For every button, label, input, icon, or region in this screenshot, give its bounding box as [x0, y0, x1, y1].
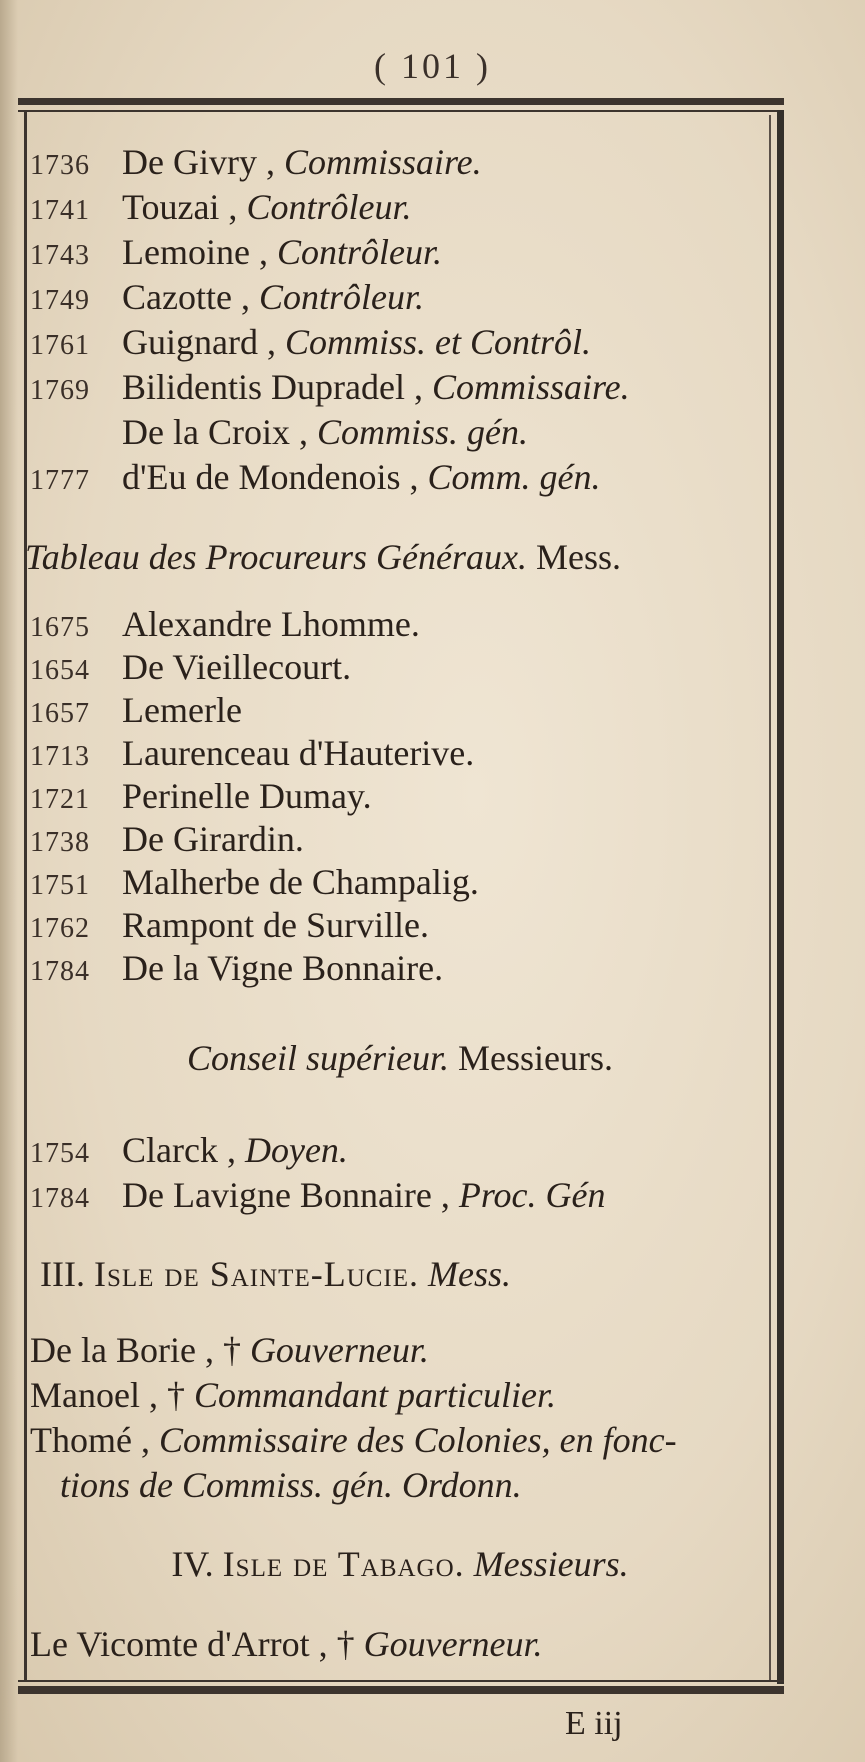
list-item: [30, 365, 630, 409]
entry-year: 1784: [30, 956, 90, 987]
entry-name: De Givry ,: [122, 142, 275, 182]
list-item: [30, 602, 420, 646]
list-item: [30, 860, 479, 904]
heading-numeral: III.: [40, 1254, 85, 1294]
entry-title: Gouverneur.: [249, 1330, 429, 1370]
entry-name: Touzai ,: [122, 187, 238, 227]
entry-year: 1754: [30, 1138, 90, 1169]
heading-italic: Conseil supérieur.: [186, 1038, 449, 1078]
entry-name: Perinelle Dumay.: [122, 776, 372, 816]
entry-title: Doyen.: [244, 1130, 348, 1170]
entry-name: Laurenceau d'Hauterive.: [122, 733, 475, 773]
entry-year: 1738: [30, 827, 90, 858]
signature-mark: E iij: [565, 1705, 623, 1742]
list-item: [30, 688, 242, 732]
list-item: [30, 1418, 677, 1462]
entry-title: Contrôleur.: [276, 232, 442, 272]
entry-year: 1736: [30, 150, 90, 181]
entry-name: De Girardin.: [122, 819, 304, 859]
bottom-rule-thick: [18, 1686, 784, 1694]
entry-name: Bilidentis Dupradel ,: [122, 367, 423, 407]
heading-italic: Tableau des Procureurs Généraux.: [25, 537, 527, 577]
heading-plain: Mess.: [535, 537, 621, 577]
heading-caps: Isle de Sainte-Lucie.: [93, 1254, 420, 1294]
entry-year: 1762: [30, 913, 90, 944]
frame-right-inner-border: [769, 115, 771, 1680]
entry-title: Commiss. et Contrôl.: [284, 322, 592, 362]
entry-name: Guignard ,: [122, 322, 276, 362]
heading-italic: Mess.: [428, 1254, 512, 1294]
entry-name: Clarck ,: [122, 1130, 236, 1170]
entry-title: Commiss. gén.: [316, 412, 528, 452]
entry-title: Contrôleur.: [258, 277, 424, 317]
bottom-rule-thin: [18, 1680, 784, 1682]
entry-title: Comm. gén.: [427, 457, 601, 497]
entry-name: De la Vigne Bonnaire.: [122, 948, 444, 988]
section-heading-conseil: [30, 1036, 770, 1080]
entry-title: Commissaire.: [283, 142, 482, 182]
top-rule-thin: [18, 110, 784, 112]
list-item: [30, 455, 600, 499]
entry-title: Commissaire.: [431, 367, 630, 407]
entry-title: Proc. Gén: [458, 1175, 606, 1215]
heading-numeral: IV.: [171, 1544, 214, 1584]
list-item: [30, 731, 474, 775]
entry-year: 1749: [30, 285, 90, 316]
entry-name: Alexandre Lhomme.: [122, 604, 420, 644]
entry-title: tions de Commiss. gén. Ordonn.: [60, 1465, 522, 1505]
entry-year: 1675: [30, 612, 90, 643]
list-item: [30, 230, 442, 274]
entry-name: Rampont de Surville.: [122, 905, 429, 945]
list-item: [30, 1373, 556, 1417]
list-item: [30, 645, 351, 689]
page-gutter-shadow: [0, 0, 18, 1762]
entry-year: 1721: [30, 784, 90, 815]
entry-name: Manoel , †: [30, 1375, 194, 1415]
list-item: [30, 774, 372, 818]
entry-title: Gouverneur.: [363, 1624, 543, 1664]
list-item: [30, 410, 528, 454]
entry-year: 1784: [30, 1183, 90, 1214]
list-item: [30, 140, 482, 184]
section-heading-procureurs: [25, 535, 765, 579]
entry-year: 1713: [30, 741, 90, 772]
list-item: [30, 1328, 429, 1372]
entry-name: Le Vicomte d'Arrot , †: [30, 1624, 364, 1664]
entry-name: Lemoine ,: [122, 232, 268, 272]
list-item: [30, 817, 304, 861]
list-item: [30, 185, 411, 229]
entry-title: Contrôleur.: [246, 187, 412, 227]
list-item: [30, 320, 591, 364]
frame-right-border: [777, 110, 784, 1684]
entry-year: 1654: [30, 655, 90, 686]
entry-name: Malherbe de Champalig.: [122, 862, 479, 902]
entry-name: De la Croix ,: [122, 412, 308, 452]
entry-year: 1751: [30, 870, 90, 901]
entry-year: 1657: [30, 698, 90, 729]
entry-name: d'Eu de Mondenois ,: [122, 457, 419, 497]
frame-left-border: [24, 110, 27, 1682]
entry-name: Thomé ,: [30, 1420, 159, 1460]
list-item: [30, 903, 429, 947]
page-number: ( 101 ): [374, 46, 491, 86]
list-item: [30, 1128, 348, 1172]
heading-plain: Messieurs.: [458, 1038, 613, 1078]
entry-name: Cazotte ,: [122, 277, 250, 317]
heading-italic: Messieurs.: [473, 1544, 629, 1584]
list-item: [30, 1622, 543, 1666]
section-heading-sainte-lucie: [40, 1252, 780, 1296]
list-item-continuation: [60, 1463, 522, 1507]
entry-title: Commissaire des Colonies, en fonc-: [158, 1420, 677, 1460]
entry-year: 1761: [30, 330, 90, 361]
entry-year: 1741: [30, 195, 90, 226]
heading-caps: Isle de Tabago.: [222, 1544, 465, 1584]
entry-year: 1743: [30, 240, 90, 271]
entry-title: Commandant particulier.: [193, 1375, 556, 1415]
list-item: [30, 1173, 606, 1217]
section-heading-tabago: [30, 1542, 770, 1586]
entry-name: De Lavigne Bonnaire ,: [122, 1175, 450, 1215]
list-item: [30, 946, 443, 990]
entry-year: 1777: [30, 465, 90, 496]
top-rule-thick: [18, 98, 784, 105]
list-item: [30, 275, 424, 319]
entry-name: De la Borie , †: [30, 1330, 250, 1370]
entry-year: 1769: [30, 375, 90, 406]
entry-name: De Vieillecourt.: [122, 647, 352, 687]
entry-name: Lemerle: [122, 690, 242, 730]
